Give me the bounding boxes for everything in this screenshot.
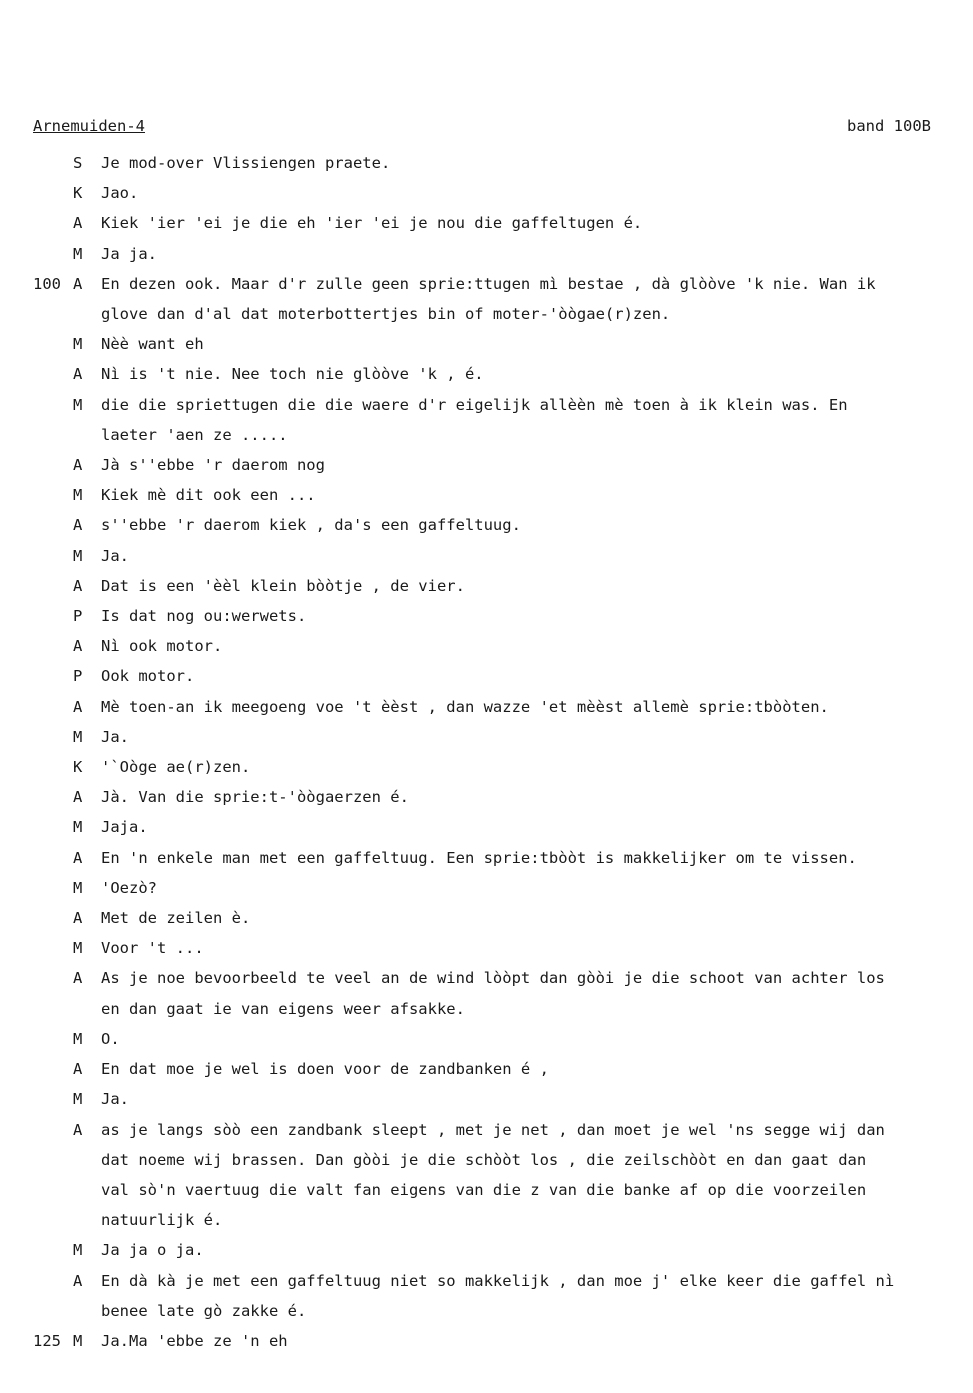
utterance-text: Dat is een 'èèl klein bòòtje , de vier. <box>101 576 465 595</box>
utterance-continuation: benee late gò zakke é. <box>101 1301 307 1320</box>
speaker-code: A <box>73 274 83 293</box>
utterance <box>93 208 948 238</box>
utterance <box>93 329 948 359</box>
line-number: 125 <box>33 1331 61 1350</box>
utterance <box>93 148 948 178</box>
speaker-code: M <box>73 1029 83 1048</box>
transcript-turn <box>33 903 948 933</box>
utterance <box>93 390 948 450</box>
line-number <box>33 903 73 933</box>
transcript-turn <box>33 661 948 691</box>
utterance-text: Jao. <box>101 184 139 203</box>
utterance-text: Ja. <box>101 727 129 746</box>
utterance-text: Jà s''ebbe 'r daerom nog <box>101 456 325 475</box>
line-number <box>33 510 73 540</box>
transcript-turn <box>33 1266 948 1326</box>
transcript-turn <box>33 752 948 782</box>
line-number <box>33 1235 73 1265</box>
utterance <box>93 480 948 510</box>
speaker-code: M <box>73 939 83 958</box>
speaker-code: A <box>73 637 83 656</box>
speaker-code: S <box>73 154 83 172</box>
speaker-code: A <box>73 788 83 807</box>
utterance-text: En 'n enkele man met een gaffeltuug. Een sprie:tbòòt is makkelijker om te vissen. <box>101 848 857 867</box>
speaker-code: M <box>73 1241 83 1260</box>
speaker-code: A <box>73 1120 83 1139</box>
line-number <box>33 208 73 238</box>
transcript-turn <box>33 1326 948 1356</box>
line-number <box>33 661 73 691</box>
utterance-continuation: en dan gaat ie van eigens weer afsakke. <box>101 999 465 1018</box>
speaker-code: K <box>73 184 83 203</box>
transcript-turn <box>33 269 948 329</box>
utterance-text: En dezen ook. Maar d'r zulle geen sprie:ttugen mì bestae , dà glòòve 'k nie. Wan ik <box>101 274 876 293</box>
line-number <box>33 752 73 782</box>
utterance <box>93 722 948 752</box>
speaker-code: P <box>73 667 83 686</box>
utterance <box>93 752 948 782</box>
speaker-code: A <box>73 848 83 867</box>
speaker-code: A <box>73 214 83 233</box>
utterance <box>93 601 948 631</box>
speaker-code: M <box>73 1090 83 1109</box>
utterance-text: 'Oezò? <box>101 878 157 897</box>
line-number <box>33 843 73 873</box>
transcript-turn <box>33 359 948 389</box>
transcript-turn <box>33 239 948 269</box>
utterance <box>93 812 948 842</box>
utterance <box>93 903 948 933</box>
utterance-text: Mè toen-an ik meegoeng voe 't èèst , dan wazze 'et mèèst allemè sprie:tbòòten. <box>101 697 829 716</box>
line-number <box>33 450 73 480</box>
transcript-turn <box>33 812 948 842</box>
utterance-text: Ja.Ma 'ebbe ze 'n eh <box>101 1331 288 1350</box>
utterance <box>93 1266 948 1326</box>
transcript-turn <box>33 873 948 903</box>
transcript-turn <box>33 480 948 510</box>
utterance-continuation: glove dan d'al dat moterbottertjes bin of moter-'òògae(r)zen. <box>101 305 671 324</box>
transcript-turn <box>33 1235 948 1265</box>
utterance-text: Ja. <box>101 1090 129 1109</box>
transcript-turn <box>33 843 948 873</box>
utterance-text: Ja ja o ja. <box>101 1241 204 1260</box>
utterance <box>93 692 948 722</box>
speaker-code: M <box>73 546 83 565</box>
speaker-code: A <box>73 516 83 535</box>
speaker-code: A <box>73 456 83 475</box>
speaker-code: A <box>73 1271 83 1290</box>
transcript-turn <box>33 1024 948 1054</box>
speaker-code: K <box>73 758 83 777</box>
line-number <box>33 1024 73 1054</box>
utterance-text: Nì is 't nie. Nee toch nie glòòve 'k , é. <box>101 365 484 384</box>
speaker-code: M <box>73 486 83 505</box>
speaker-code: A <box>73 969 83 988</box>
line-number <box>33 329 73 359</box>
line-number <box>33 541 73 571</box>
utterance <box>93 963 948 1023</box>
line-number <box>33 148 73 178</box>
transcript-turn <box>33 963 948 1023</box>
speaker-code: M <box>73 244 83 263</box>
transcript-turn <box>33 571 948 601</box>
transcript-turn <box>33 692 948 722</box>
line-number <box>33 571 73 601</box>
line-number <box>33 782 73 812</box>
transcript-turn <box>33 933 948 963</box>
speaker-code: A <box>73 365 83 384</box>
utterance <box>93 1054 948 1084</box>
speaker-code: M <box>73 818 83 837</box>
line-number <box>33 933 73 963</box>
line-number <box>33 178 73 208</box>
utterance-text: As je noe bevoorbeeld te veel an de wind lòòpt dan gòòi je die schoot van achter los <box>101 969 885 988</box>
utterance <box>93 269 948 329</box>
transcript-turn <box>33 1054 948 1084</box>
speaker-code: A <box>73 697 83 716</box>
utterance-text: Ja. <box>101 546 129 565</box>
utterance <box>93 1115 948 1236</box>
line-number <box>33 1266 73 1326</box>
utterance-text: En dà kà je met een gaffeltuug niet so makkelijk , dan moe j' elke keer die gaffel nì <box>101 1271 895 1290</box>
utterance <box>93 1235 948 1265</box>
utterance-text: Je mod-over Vlissiengen praete. <box>101 154 391 172</box>
utterance-text: Met de zeilen è. <box>101 909 251 928</box>
utterance <box>93 873 948 903</box>
utterance-text: Nì ook motor. <box>101 637 223 656</box>
line-number <box>33 692 73 722</box>
line-number <box>33 963 73 1023</box>
utterance <box>93 359 948 389</box>
utterance-text: Is dat nog ou:werwets. <box>101 607 307 626</box>
page-header <box>33 117 931 139</box>
utterance-continuation: laeter 'aen ze ..... <box>101 425 288 444</box>
speaker-code: P <box>73 607 83 626</box>
line-number <box>33 1115 73 1236</box>
utterance <box>93 1326 948 1356</box>
transcript-turn <box>33 601 948 631</box>
line-number <box>33 601 73 631</box>
utterance <box>93 178 948 208</box>
line-number <box>33 1054 73 1084</box>
band-label: band 100B <box>847 117 931 135</box>
utterance <box>93 571 948 601</box>
utterance-text: die die spriettugen die die waere d'r eigelijk allèèn mè toen à ik klein was. En <box>101 395 848 414</box>
utterance <box>93 631 948 661</box>
line-number <box>33 359 73 389</box>
transcript-turn <box>33 329 948 359</box>
speaker-code: M <box>73 1331 83 1350</box>
utterance-text: Ook motor. <box>101 667 195 686</box>
line-number: 100 <box>33 274 61 293</box>
speaker-code: A <box>73 576 83 595</box>
utterance <box>93 239 948 269</box>
utterance-continuation: dat noeme wij brassen. Dan gòòi je die schòòt los , die zeilschòòt en dan gaat dan val sò'n vaertuug die valt fan eigens van die z van die banke af op die voorzeilen natuurlijk é. <box>101 1150 867 1230</box>
utterance-text: '`Oòge ae(r)zen. <box>101 758 251 777</box>
transcript-turn <box>33 631 948 661</box>
transcript-turn <box>33 541 948 571</box>
transcript-turn <box>33 390 948 450</box>
utterance <box>93 1084 948 1114</box>
utterance <box>93 541 948 571</box>
utterance <box>93 843 948 873</box>
transcript-turn <box>33 722 948 752</box>
line-number <box>33 631 73 661</box>
line-number <box>33 812 73 842</box>
speaker-code: M <box>73 878 83 897</box>
utterance <box>93 450 948 480</box>
speaker-code: A <box>73 909 83 928</box>
line-number <box>33 1084 73 1114</box>
speaker-code: M <box>73 727 83 746</box>
utterance-text: Kiek mè dit ook een ... <box>101 486 316 505</box>
transcript-turn <box>33 1084 948 1114</box>
utterance-text: Jà. Van die sprie:t-'òògaerzen é. <box>101 788 409 807</box>
utterance-text: Jaja. <box>101 818 148 837</box>
line-number <box>33 390 73 450</box>
transcript-turn <box>33 510 948 540</box>
speaker-code: A <box>73 1060 83 1079</box>
utterance <box>93 510 948 540</box>
line-number <box>33 873 73 903</box>
speaker-code: M <box>73 335 83 354</box>
transcript-turn <box>33 208 948 238</box>
transcript-turn <box>33 782 948 812</box>
utterance <box>93 661 948 691</box>
transcript-turn <box>33 1115 948 1236</box>
transcript-turn <box>33 178 948 208</box>
line-number <box>33 722 73 752</box>
utterance-text: O. <box>101 1029 120 1048</box>
line-number <box>33 239 73 269</box>
utterance-text: Ja ja. <box>101 244 157 263</box>
utterance-text: s''ebbe 'r daerom kiek , da's een gaffeltuug. <box>101 516 521 535</box>
utterance-text: as je langs sòò een zandbank sleept , met je net , dan moet je wel 'ns segge wij dan <box>101 1120 885 1139</box>
speaker-code: M <box>73 395 83 414</box>
line-number <box>33 480 73 510</box>
utterance-text: En dat moe je wel is doen voor de zandbanken é , <box>101 1060 549 1079</box>
utterance-text: Nèè want eh <box>101 335 204 354</box>
utterance-text: Voor 't ... <box>101 939 204 958</box>
transcript-turn <box>33 148 948 178</box>
utterance-text: Kiek 'ier 'ei je die eh 'ier 'ei je nou die gaffeltugen é. <box>101 214 643 233</box>
document-title: Arnemuiden-4 <box>33 117 145 135</box>
transcript-turn <box>33 450 948 480</box>
utterance <box>93 782 948 812</box>
utterance <box>93 933 948 963</box>
utterance <box>93 1024 948 1054</box>
transcript-body <box>33 148 948 1356</box>
